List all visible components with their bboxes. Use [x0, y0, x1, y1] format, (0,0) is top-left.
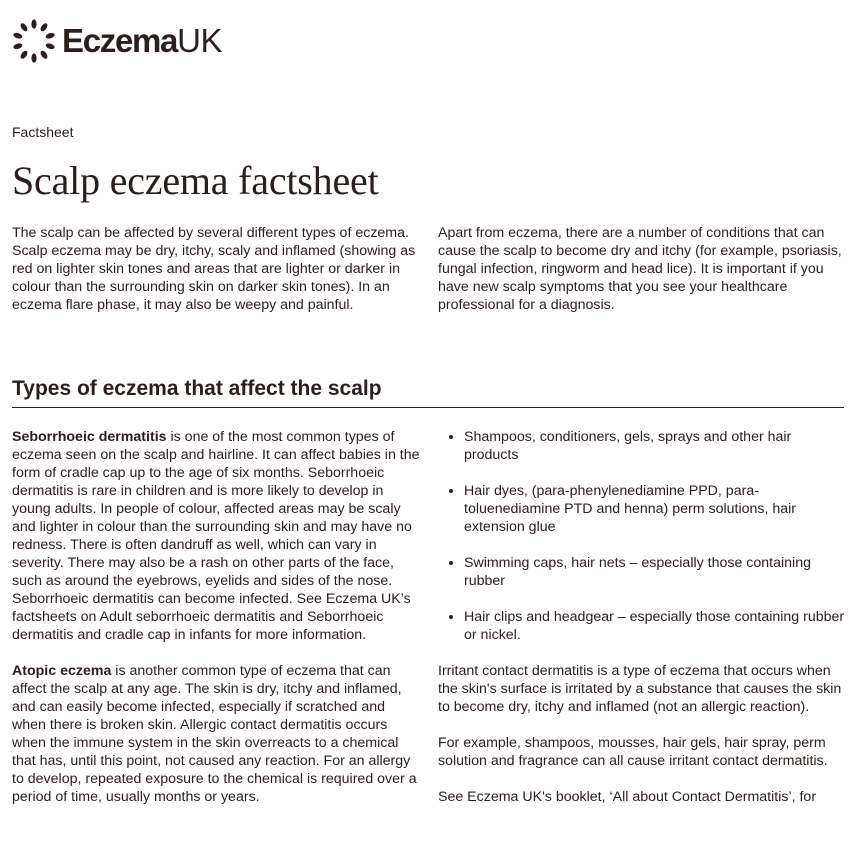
eczema-uk-logo-icon: [12, 19, 56, 63]
list-item: • Hair dyes, (para-phenylenediamine PPD, para-toluenediamine PTD and henna) perm solutions, hair extension glue: [464, 482, 846, 536]
irritant-paragraph: Irritant contact dermatitis is a type of eczema that occurs when the skin's surface is irritated by a substance that causes the skin to become dry, itchy and inflamed (not an allergic reaction).: [438, 663, 842, 715]
atopic-text: is another common type of eczema that can affect the scalp at any age. The skin is dry, itchy and inflamed, and can easily become infected, especially if scratched and when there is broken skin. Allergic contact dermatitis occurs when the immune system in the skin overreacts to a chemical that has, until this point, not caused any reaction. For an allergy to develop, repeated exposure to the chemical is required over a period of time, usually months or years.: [12, 663, 417, 805]
atopic-paragraph: [12, 662, 422, 806]
allergen-list: [438, 428, 846, 644]
page-title: Scalp eczema factsheet: [12, 158, 379, 203]
section-heading: Types of eczema that affect the scalp: [12, 377, 382, 400]
body-right-column: [438, 428, 846, 806]
brand-name-main: Eczema: [62, 22, 178, 59]
seborrhoeic-paragraph: [12, 428, 422, 644]
atopic-term: Atopic eczema: [12, 663, 112, 679]
list-item: • Hair clips and headgear – especially those containing rubber or nickel.: [464, 608, 846, 644]
booklet-paragraph: See Eczema UK's booklet, ‘All about Contact Dermatitis’, for: [438, 789, 817, 805]
seborrhoeic-text: is one of the most common types of eczema seen on the scalp and hairline. It can affect babies in the form of cradle cap up to the age of six months. Seborrhoeic dermatitis is rare in children and is more likely to develop in young adults. In people of colour, affected areas may be scaly and lighter in colour than the surrounding skin and may have no redness. There is often dandruff as well, which can vary in severity. There may also be a rash on other parts of the face, such as around the eyebrows, eyelids and sides of the nose. Seborrhoeic dermatitis can become infected. See Eczema UK’s factsheets on Adult seborrhoeic dermatitis and Seborrhoeic dermatitis and cradle cap in infants for more information.: [12, 429, 420, 643]
intro-left-paragraph: The scalp can be affected by several different types of eczema. Scalp eczema may be dry, itchy, scaly and inflamed (showing as red on lighter skin tones and areas that are lighter or darker in colour than the surrounding skin on darker skin tones). In an eczema flare phase, it may also be weepy and painful.: [12, 225, 416, 313]
intro-right-column: [438, 224, 846, 314]
document-type-label: Factsheet: [12, 124, 74, 140]
irritant-example-paragraph: For example, shampoos, mousses, hair gels, hair spray, perm solution and fragrance can all cause irritant contact dermatitis.: [438, 735, 828, 769]
intro-left-column: [12, 224, 422, 314]
brand-name-suffix: UK: [177, 22, 222, 59]
intro-right-paragraph: Apart from eczema, there are a number of conditions that can cause the scalp to become dry and itchy (for example, psoriasis, fungal infection, ringworm and head lice). It is important if you have new scalp symptoms that you see your healthcare professional for a diagnosis.: [438, 225, 842, 313]
seborrhoeic-term: Seborrhoeic dermatitis: [12, 429, 167, 445]
list-item: • Shampoos, conditioners, gels, sprays and other hair products: [464, 428, 846, 464]
section-divider: [12, 407, 844, 408]
body-left-column: [12, 428, 422, 806]
list-item: • Swimming caps, hair nets – especially those containing rubber: [464, 554, 846, 590]
brand-logo[interactable]: [12, 20, 222, 62]
brand-name: [62, 22, 222, 60]
